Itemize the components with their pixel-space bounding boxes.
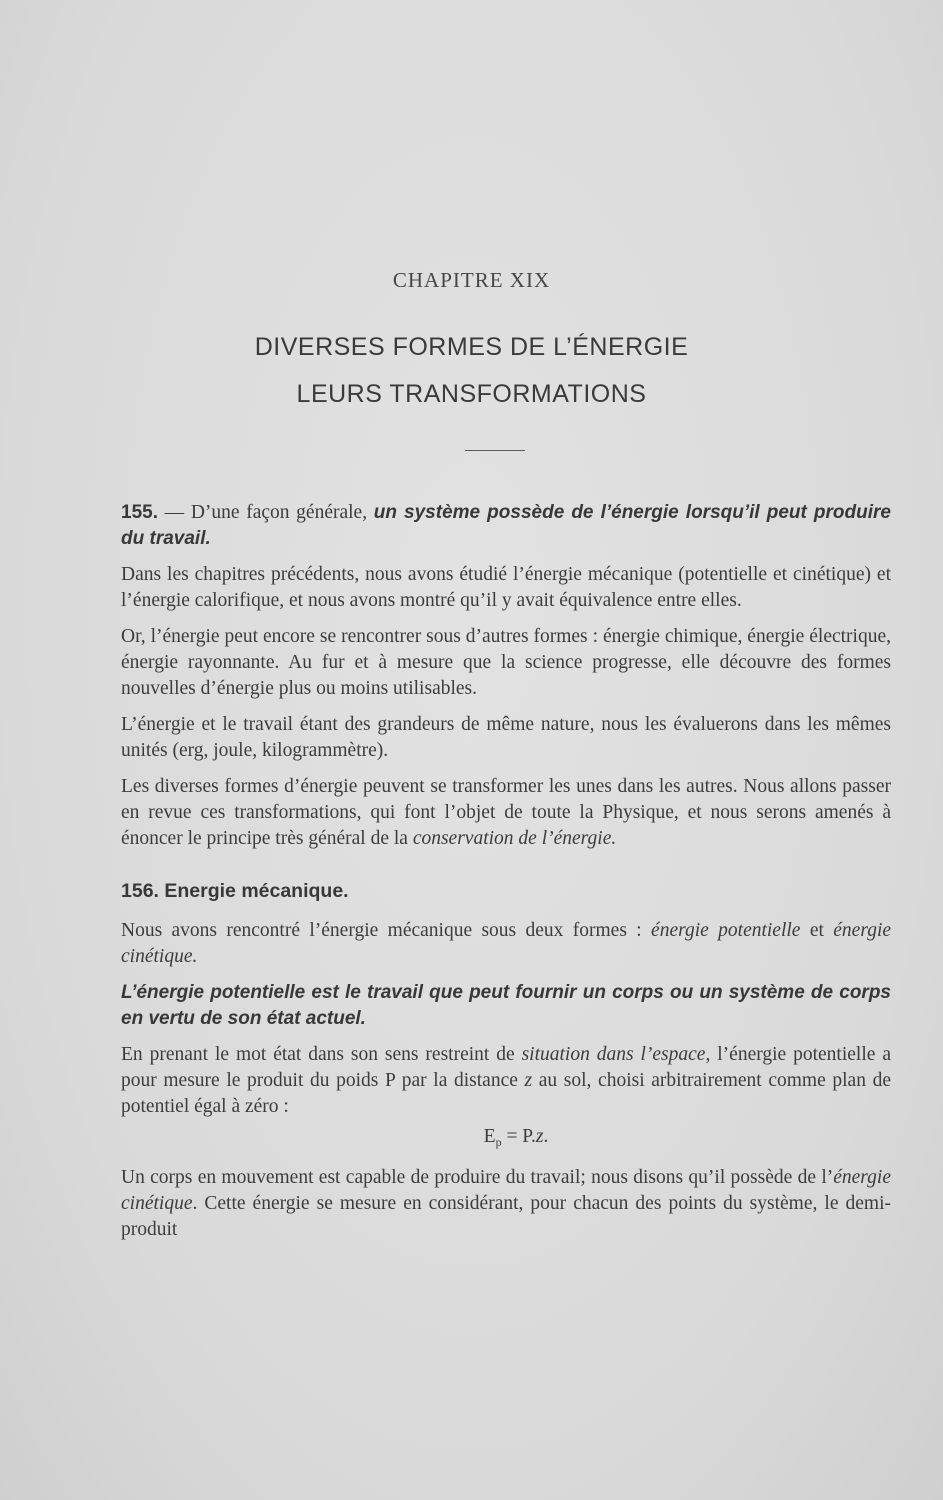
- formula-subscript: p: [495, 1135, 502, 1149]
- definition-potential-energy: [121, 980, 891, 1032]
- paragraph-text: Un corps en mouvement est capable de produire du travail; nous disons qu’il possède de l’: [121, 1167, 834, 1188]
- section-definition: un système possède de l’énergie lorsqu’il peut produire du travail.: [121, 502, 891, 549]
- chapter-number: CHAPITRE XIX: [392, 268, 551, 292]
- italic-term: énergie cinétique: [121, 1167, 891, 1214]
- paragraph-text: et: [800, 920, 834, 941]
- section-156-heading: 156. Energie mécanique.: [121, 880, 349, 902]
- section-intro: — D’une façon générale,: [157, 502, 374, 523]
- formula-end: .: [543, 1126, 549, 1147]
- paragraph-text: au sol, choisi arbitrairement comme plan de potentiel égal à zéro :: [121, 1070, 891, 1117]
- italic-variable: z: [524, 1070, 533, 1091]
- paragraph-text: Les diverses formes d’énergie peuvent se transformer les unes dans les autres. Nous allons passer en revue ces transformations, qui font l’objet de toute la Physique, et nous serons amenés à énoncer le principe très général de la: [121, 776, 891, 849]
- italic-term: énergie potentielle: [651, 920, 801, 941]
- italic-term: situation dans l’espace: [521, 1044, 706, 1065]
- paragraph: [121, 774, 891, 852]
- formula-text: = P.: [501, 1126, 536, 1147]
- page-body: [121, 500, 891, 1243]
- chapter-title-line-2: LEURS TRANSFORMATIONS: [296, 380, 647, 408]
- paragraph: [121, 918, 891, 970]
- paragraph-text: . Cette énergie se mesure en considérant, pour chacun des points du système, le demi-produit: [121, 1193, 891, 1240]
- section-number: 155.: [121, 502, 158, 523]
- formula-symbol: E: [483, 1126, 496, 1147]
- paragraph-text: En prenant le mot état dans son sens restreint de: [121, 1044, 522, 1065]
- chapter-title-line-1: DIVERSES FORMES DE L’ÉNERGIE: [254, 333, 689, 361]
- bold-definition: L’énergie potentielle est le travail que peut fournir un corps ou un système de corps en vertu de son état actuel.: [121, 982, 891, 1029]
- paragraph-text: , l’énergie potentielle a pour mesure le produit du poids P par la distance: [121, 1044, 891, 1091]
- section-155: [121, 500, 891, 552]
- paragraph: [121, 1042, 891, 1120]
- paragraph: Or, l’énergie peut encore se rencontrer sous d’autres formes : énergie chimique, énergie électrique, énergie rayonnante. Au fur et à mesure que la science progresse, elle découvre des formes nouvelles d’énergie plus ou moins utilisables.: [121, 626, 891, 699]
- title-divider: [465, 450, 525, 451]
- paragraph: L’énergie et le travail étant des grandeurs de même nature, nous les évaluerons dans les mêmes unités (erg, joule, kilogrammètre).: [121, 714, 891, 761]
- italic-term: conservation de l’énergie.: [412, 828, 617, 849]
- formula-potential-energy: [121, 1124, 891, 1155]
- paragraph: Dans les chapitres précédents, nous avons étudié l’énergie mécanique (potentielle et cinétique) et l’énergie calorifique, et nous avons montré qu’il y avait équivalence entre elles.: [121, 564, 891, 611]
- formula-variable: z: [535, 1126, 544, 1147]
- paragraph: [121, 1165, 891, 1243]
- italic-term: énergie cinétique.: [121, 920, 892, 967]
- paragraph-text: Nous avons rencontré l’énergie mécanique sous deux formes :: [121, 920, 652, 941]
